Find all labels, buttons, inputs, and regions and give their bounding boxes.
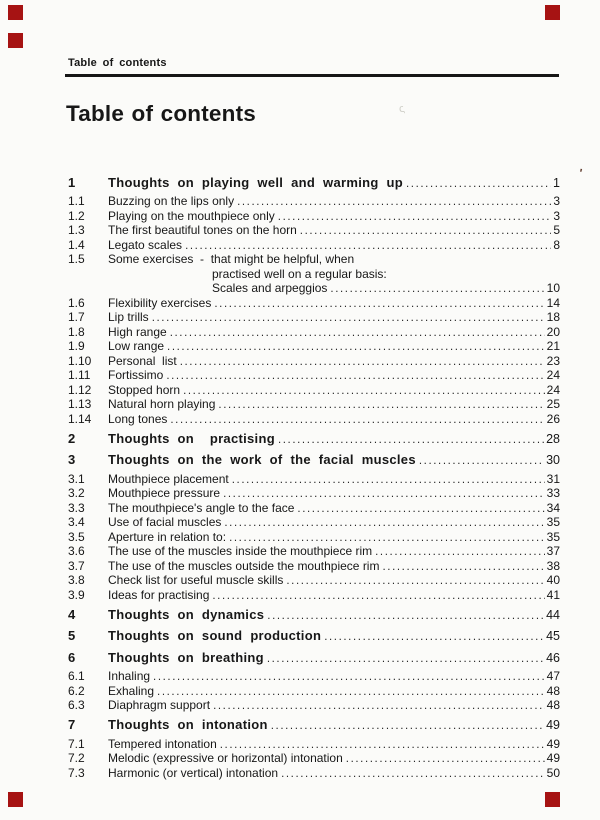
- leader-dots: [232, 472, 545, 484]
- leader-dots: [278, 431, 544, 443]
- section-title: Flexibility exercises: [108, 295, 212, 310]
- page-number: 44: [546, 607, 560, 622]
- section-number: 6.2: [68, 683, 85, 698]
- leader-dots: [212, 588, 544, 600]
- toc-row: [68, 530, 560, 545]
- toc-row: [68, 223, 560, 238]
- leader-dots: [153, 669, 545, 681]
- toc-row: [68, 684, 560, 699]
- toc-row: [68, 766, 560, 781]
- page-number: 5: [553, 223, 560, 237]
- section-number: 1.11: [68, 368, 91, 382]
- section-number: 1.7: [68, 310, 85, 324]
- toc-row: [68, 339, 560, 354]
- page-number: 49: [546, 718, 560, 732]
- toc-row: [68, 573, 560, 588]
- toc-row: [68, 383, 560, 398]
- page-number: 23: [546, 353, 560, 368]
- page-number: 41: [546, 587, 560, 602]
- section-title: The use of the muscles outside the mouthpiece rim: [108, 558, 380, 573]
- section-title: Low range: [108, 339, 165, 353]
- toc-row: [68, 544, 560, 559]
- section-number: 7: [68, 717, 76, 732]
- section-title: Thoughts on breathing: [108, 649, 264, 665]
- leader-dots: [271, 717, 544, 729]
- toc-row: [68, 486, 560, 501]
- leader-dots: [214, 296, 544, 308]
- section-number: 4: [68, 606, 76, 622]
- page-number: 24: [546, 382, 560, 397]
- leader-dots: [166, 368, 544, 380]
- page-number: 28: [546, 431, 560, 446]
- section-number: 1.1: [68, 194, 85, 208]
- section-number: 3.9: [68, 587, 85, 602]
- leader-dots: [278, 209, 552, 221]
- toc-row: [68, 209, 560, 224]
- section-title: Mouthpiece pressure: [108, 486, 221, 500]
- page-number: 38: [546, 558, 560, 573]
- section-title: Legato scales: [108, 237, 183, 252]
- page-number: 46: [546, 650, 560, 665]
- page-number: 35: [546, 515, 560, 529]
- leader-dots: [324, 628, 544, 640]
- section-number: 3.4: [68, 515, 85, 529]
- toc-row: [68, 588, 560, 603]
- page-number: 1: [553, 175, 560, 190]
- section-number: 1.10: [68, 353, 92, 368]
- leader-dots: [406, 175, 551, 187]
- red-square-marker-icon: [8, 5, 23, 20]
- toc-row: [68, 650, 560, 667]
- toc-row: [68, 252, 560, 267]
- section-title: Tempered intonation: [108, 736, 217, 751]
- toc-row: [68, 397, 560, 412]
- section-number: 1.3: [68, 223, 85, 237]
- leader-dots: [267, 650, 544, 662]
- red-square-marker-icon: [545, 792, 560, 807]
- section-number: 1.4: [68, 237, 85, 252]
- toc-row: [68, 368, 560, 383]
- section-title: Lip trills: [108, 310, 149, 324]
- leader-dots: [237, 194, 551, 206]
- toc-row: [68, 698, 560, 713]
- toc-row: [68, 751, 560, 766]
- page-number: 47: [546, 669, 560, 683]
- red-square-marker-icon: [8, 792, 23, 807]
- section-number: 3.6: [68, 544, 85, 558]
- section-number: 3.1: [68, 471, 85, 486]
- section-title: practised well on a regular basis:: [212, 266, 387, 281]
- section-title: Some exercises - that might be helpful, when: [108, 252, 355, 266]
- page-number: 3: [553, 208, 560, 223]
- section-title: Buzzing on the lips only: [108, 194, 235, 208]
- section-title: Use of facial muscles: [108, 515, 222, 529]
- section-number: 3.3: [68, 500, 85, 515]
- toc-row: [68, 607, 560, 624]
- page-number: 35: [546, 529, 560, 544]
- running-header: Table of contents: [68, 57, 167, 69]
- section-title: Exhaling: [108, 683, 155, 698]
- section-title: Harmonic (or vertical) intonation: [108, 765, 279, 780]
- toc-row: [68, 267, 560, 282]
- leader-dots: [167, 339, 545, 351]
- page-number: 49: [546, 736, 560, 751]
- leader-dots: [267, 607, 544, 619]
- page-title: Table of contents: [66, 101, 256, 126]
- toc-row: [68, 175, 560, 192]
- section-title: Aperture in relation to:: [108, 529, 227, 544]
- section-title: Thoughts on the work of the facial muscles: [108, 452, 416, 467]
- leader-dots: [300, 223, 552, 235]
- section-number: 3.7: [68, 558, 85, 573]
- section-number: 7.1: [68, 736, 85, 751]
- page-number: 8: [553, 237, 560, 252]
- section-number: 1.2: [68, 208, 85, 223]
- page-number: 24: [546, 368, 560, 382]
- section-number: 1.13: [68, 397, 92, 411]
- leader-dots: [286, 573, 544, 585]
- toc-row: [68, 737, 560, 752]
- page-number: 50: [546, 765, 560, 780]
- page-number: 34: [546, 500, 560, 515]
- section-title: The mouthpiece's angle to the face: [108, 500, 295, 515]
- leader-dots: [297, 501, 544, 513]
- page-number: 30: [546, 453, 560, 467]
- section-title: High range: [108, 324, 167, 339]
- page-number: 48: [546, 698, 560, 712]
- section-title: Personal list: [108, 353, 177, 368]
- toc-row: [68, 559, 560, 574]
- toc-row: [68, 194, 560, 209]
- toc-row: [68, 296, 560, 311]
- red-square-marker-icon: [8, 33, 23, 48]
- section-title: Diaphragm support: [108, 698, 211, 712]
- section-number: 1.12: [68, 382, 92, 397]
- leader-dots: [382, 559, 544, 571]
- section-number: 6.1: [68, 669, 85, 683]
- page-number: 48: [546, 683, 560, 698]
- section-title: Thoughts on playing well and warming up: [108, 174, 403, 190]
- section-number: 6: [68, 649, 76, 665]
- leader-dots: [183, 383, 545, 395]
- leader-dots: [170, 325, 545, 337]
- leader-dots: [152, 310, 545, 322]
- section-title: Melodic (expressive or horizontal) intonation: [108, 751, 343, 765]
- section-number: 1.5: [68, 252, 85, 266]
- toc-row: [68, 501, 560, 516]
- leader-dots: [281, 766, 545, 778]
- leader-dots: [220, 737, 545, 749]
- section-title: Thoughts on practising: [108, 430, 275, 446]
- section-title: Long tones: [108, 411, 168, 426]
- section-title: Ideas for practising: [108, 587, 210, 602]
- page-number: 26: [546, 411, 560, 426]
- section-title: The use of the muscles inside the mouthpiece rim: [108, 544, 373, 558]
- section-title: Check list for useful muscle skills: [108, 573, 284, 587]
- section-number: 7.3: [68, 765, 85, 780]
- section-number: 2: [68, 430, 76, 446]
- section-title: Thoughts on sound production: [108, 628, 322, 643]
- section-title: Fortissimo: [108, 368, 164, 382]
- leader-dots: [419, 452, 544, 464]
- page-number: 37: [546, 544, 560, 558]
- toc-row: [68, 238, 560, 253]
- section-number: 1.14: [68, 411, 92, 426]
- leader-dots: [180, 354, 545, 366]
- scan-smudge-artifact: ς: [397, 102, 406, 116]
- section-title: Thoughts on dynamics: [108, 606, 265, 622]
- leader-dots: [223, 486, 545, 498]
- toc-row: [68, 281, 560, 296]
- page-number: 18: [546, 310, 560, 324]
- page-number: 20: [546, 324, 560, 339]
- leader-dots: [218, 397, 544, 409]
- scan-tick-artifact: ': [577, 165, 584, 181]
- toc-row: [68, 452, 560, 469]
- toc-row: [68, 628, 560, 645]
- section-number: 1.8: [68, 324, 85, 339]
- toc-row: [68, 717, 560, 734]
- page-number: 3: [553, 194, 560, 208]
- red-square-marker-icon: [545, 5, 560, 20]
- toc-row: [68, 310, 560, 325]
- section-title: Mouthpiece placement: [108, 471, 229, 486]
- header-rule: [65, 74, 559, 77]
- leader-dots: [170, 412, 544, 424]
- leader-dots: [330, 281, 544, 293]
- section-title: Natural horn playing: [108, 397, 216, 411]
- toc-row: [68, 325, 560, 340]
- toc-row: [68, 472, 560, 487]
- toc-row: [68, 412, 560, 427]
- page-number: 10: [546, 281, 560, 295]
- leader-dots: [157, 684, 545, 696]
- section-title: Stopped horn: [108, 382, 181, 397]
- section-number: 3: [68, 452, 76, 467]
- section-number: 3.5: [68, 529, 85, 544]
- section-title: Scales and arpeggios: [212, 281, 328, 295]
- leader-dots: [185, 238, 551, 250]
- page-number: 45: [546, 629, 560, 643]
- leader-dots: [213, 698, 545, 710]
- toc-row: [68, 431, 560, 448]
- leader-dots: [229, 530, 545, 542]
- section-number: 5: [68, 628, 76, 643]
- section-number: 6.3: [68, 698, 85, 712]
- section-number: 3.2: [68, 486, 85, 500]
- leader-dots: [375, 544, 545, 556]
- page-number: 21: [546, 339, 560, 353]
- page-number: 14: [546, 295, 560, 310]
- page-number: 31: [546, 471, 560, 486]
- page-number: 25: [546, 397, 560, 411]
- section-number: 1: [68, 174, 76, 190]
- section-number: 1.6: [68, 295, 85, 310]
- page-number: 49: [546, 751, 560, 765]
- leader-dots: [346, 751, 545, 763]
- page-number: 33: [546, 486, 560, 500]
- section-title: Thoughts on intonation: [108, 717, 268, 732]
- table-of-contents: [68, 170, 560, 780]
- page-number: 40: [546, 573, 560, 587]
- section-title: Inhaling: [108, 669, 151, 683]
- toc-row: [68, 515, 560, 530]
- section-title: Playing on the mouthpiece only: [108, 208, 275, 223]
- section-title: The first beautiful tones on the horn: [108, 223, 297, 237]
- section-number: 1.9: [68, 339, 85, 353]
- leader-dots: [224, 515, 544, 527]
- toc-row: [68, 669, 560, 684]
- toc-row: [68, 354, 560, 369]
- section-number: 3.8: [68, 573, 85, 587]
- section-number: 7.2: [68, 751, 85, 765]
